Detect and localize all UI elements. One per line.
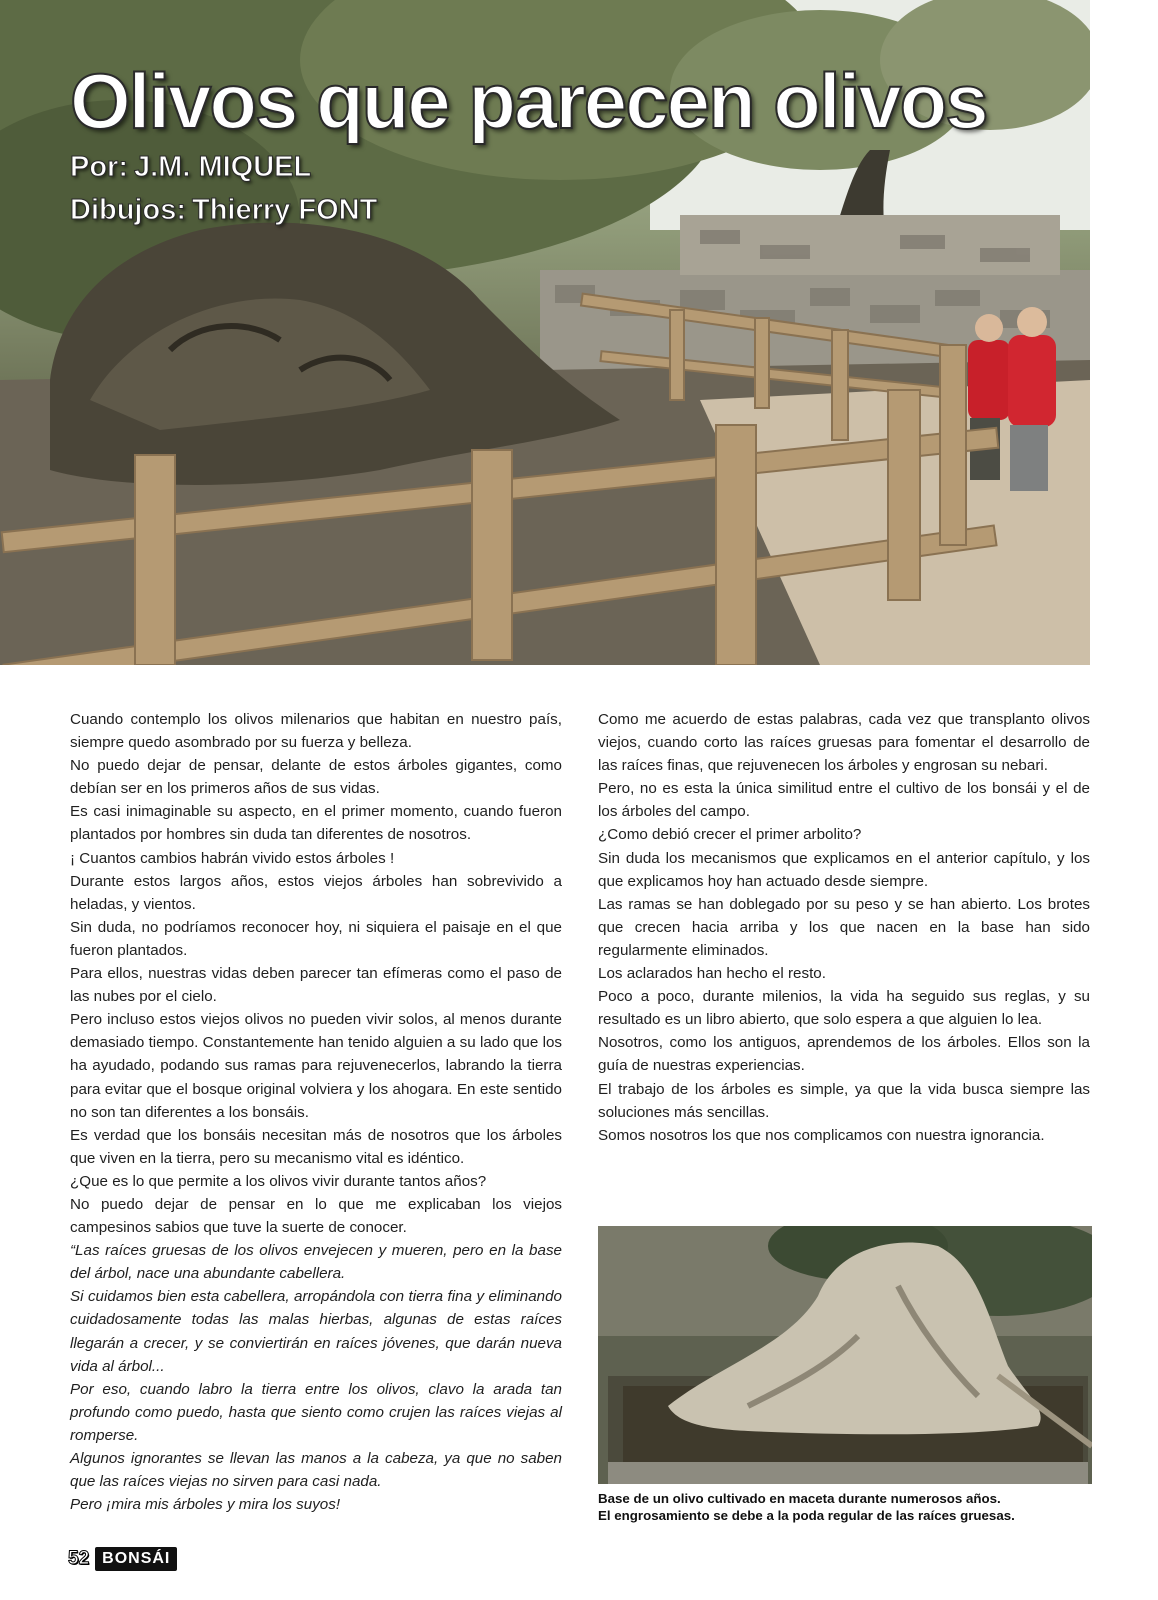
article-paragraph: Nosotros, como los antiguos, aprendemos de los árboles. Ellos son la guía de nuestras experiencias. bbox=[598, 1034, 1090, 1075]
article-paragraph: Es casi inimaginable su aspecto, en el primer momento, cuando fueron plantados por hombres sin duda tan diferentes de nosotros. bbox=[70, 803, 562, 844]
article-paragraph: Somos nosotros los que nos complicamos con nuestra ignorancia. bbox=[598, 1126, 1045, 1144]
article-paragraph: El trabajo de los árboles es simple, ya que la vida busca siempre las soluciones más sencillas. bbox=[598, 1080, 1090, 1121]
page-number: 52 bbox=[68, 1548, 90, 1569]
drawings-name: Thierry FONT bbox=[192, 194, 378, 226]
article-paragraph: Pero, no es esta la única similitud entre el cultivo de los bonsái y el de los árboles del campo. bbox=[598, 780, 1090, 821]
drawings-label: Dibujos: bbox=[70, 194, 186, 226]
article-paragraph: Sin duda los mecanismos que explicamos en el anterior capítulo, y los que explicamos hoy han actuado desde siempre. bbox=[598, 849, 1090, 890]
article-paragraph: Durante estos largos años, estos viejos árboles han sobrevivido a heladas, y vientos. bbox=[70, 872, 562, 913]
article-paragraph: Pero ¡mira mis árboles y mira los suyos! bbox=[70, 1496, 341, 1514]
article-paragraph: Poco a poco, durante milenios, la vida ha seguido sus reglas, y su resultado es un libro abierto, que solo espera a que alguien lo lea. bbox=[598, 988, 1090, 1029]
article-paragraph: Para ellos, nuestras vidas deben parecer tan efímeras como el paso de las nubes por el cielo. bbox=[70, 965, 562, 1006]
drawings-credit bbox=[70, 196, 377, 225]
caption-line-1: Base de un olivo cultivado en maceta durante numerosos años. bbox=[598, 1491, 1001, 1506]
article-title: Olivos que parecen olivos bbox=[70, 57, 987, 145]
article-paragraph: Si cuidamos bien esta cabellera, arropándola con tierra fina y eliminando cuidadosamente todas las malas hierbas, algunas de estas raíces llegarán a crecer, y se conviertirán en raíces jóvenes, que darán nueva vida al árbol... bbox=[70, 1288, 562, 1375]
article-paragraph: No puedo dejar de pensar, delante de estos árboles gigantes, como debían ser en los primeros años de sus vidas. bbox=[70, 757, 562, 798]
article-paragraph: ¿Como debió crecer el primer arbolito? bbox=[598, 826, 862, 844]
photo-caption bbox=[598, 1490, 1098, 1524]
article-paragraph: Las ramas se han doblegado por su peso y se han abierto. Los brotes que crecen hacia arriba y los que nacen en la base han sido regularmente eliminados. bbox=[598, 895, 1090, 959]
caption-line-2: El engrosamiento se debe a la poda regular de las raíces gruesas. bbox=[598, 1508, 1015, 1523]
article-paragraph: Cuando contemplo los olivos milenarios que habitan en nuestro país, siempre quedo asombrado por su fuerza y belleza. bbox=[70, 711, 562, 752]
article-paragraph: Pero incluso estos viejos olivos no pueden vivir solos, al menos durante demasiado tiempo. Constantemente han tenido alguien a su lado que los ha ayudado, podando sus ramas para rejuvenecerlos, labrando la tierra para evitar que el bosque original volviera y los ahogara. En este sentido no son tan diferentes a los bonsáis. bbox=[70, 1011, 562, 1121]
article-paragraph: ¿Que es lo que permite a los olivos vivir durante tantos años? bbox=[70, 1172, 487, 1190]
article-left-column bbox=[70, 708, 562, 1516]
author-name: J.M. MIQUEL bbox=[134, 151, 312, 183]
article-paragraph: Algunos ignorantes se llevan las manos a la cabeza, ya que no saben que las raíces viejas no sirven para casi nada. bbox=[70, 1450, 562, 1491]
article-paragraph: ¡ Cuantos cambios habrán vivido estos árboles ! bbox=[70, 849, 395, 867]
article-paragraph: Los aclarados han hecho el resto. bbox=[598, 965, 826, 983]
article-paragraph: Sin duda, no podríamos reconocer hoy, ni siquiera el paisaje en el que fueron plantados. bbox=[70, 918, 562, 959]
page-footer bbox=[68, 1547, 177, 1571]
hero-photo bbox=[0, 0, 1090, 665]
article-paragraph: Es verdad que los bonsáis necesitan más de nosotros que los árboles que viven en la tierra, pero su mecanismo vital es idéntico. bbox=[70, 1126, 562, 1167]
article-paragraph: No puedo dejar de pensar en lo que me explicaban los viejos campesinos sabios que tuve la suerte de conocer. bbox=[70, 1195, 562, 1237]
author-label: Por: bbox=[70, 151, 128, 183]
article-right-column bbox=[598, 708, 1090, 1147]
bonsai-base-photo bbox=[598, 1226, 1092, 1484]
article-paragraph: Por eso, cuando labro la tierra entre los olivos, clavo la arada tan profundo como puedo, hasta que siento como crujen las raíces viejas al romperse. bbox=[70, 1380, 562, 1444]
article-paragraph: “Las raíces gruesas de los olivos envejecen y mueren, pero en la base del árbol, nace una abundante cabellera. bbox=[70, 1242, 562, 1283]
bonsai-trunk-illustration bbox=[598, 1226, 1092, 1484]
article-paragraph: Como me acuerdo de estas palabras, cada vez que transplanto olivos viejos, cuando corto las raíces gruesas para fomentar el desarrollo de las raíces finas, que rejuvenecen los árboles y engrosan su nebari. bbox=[598, 711, 1090, 775]
magazine-logo: BONSÁI bbox=[95, 1547, 177, 1571]
author-credit bbox=[70, 153, 311, 182]
